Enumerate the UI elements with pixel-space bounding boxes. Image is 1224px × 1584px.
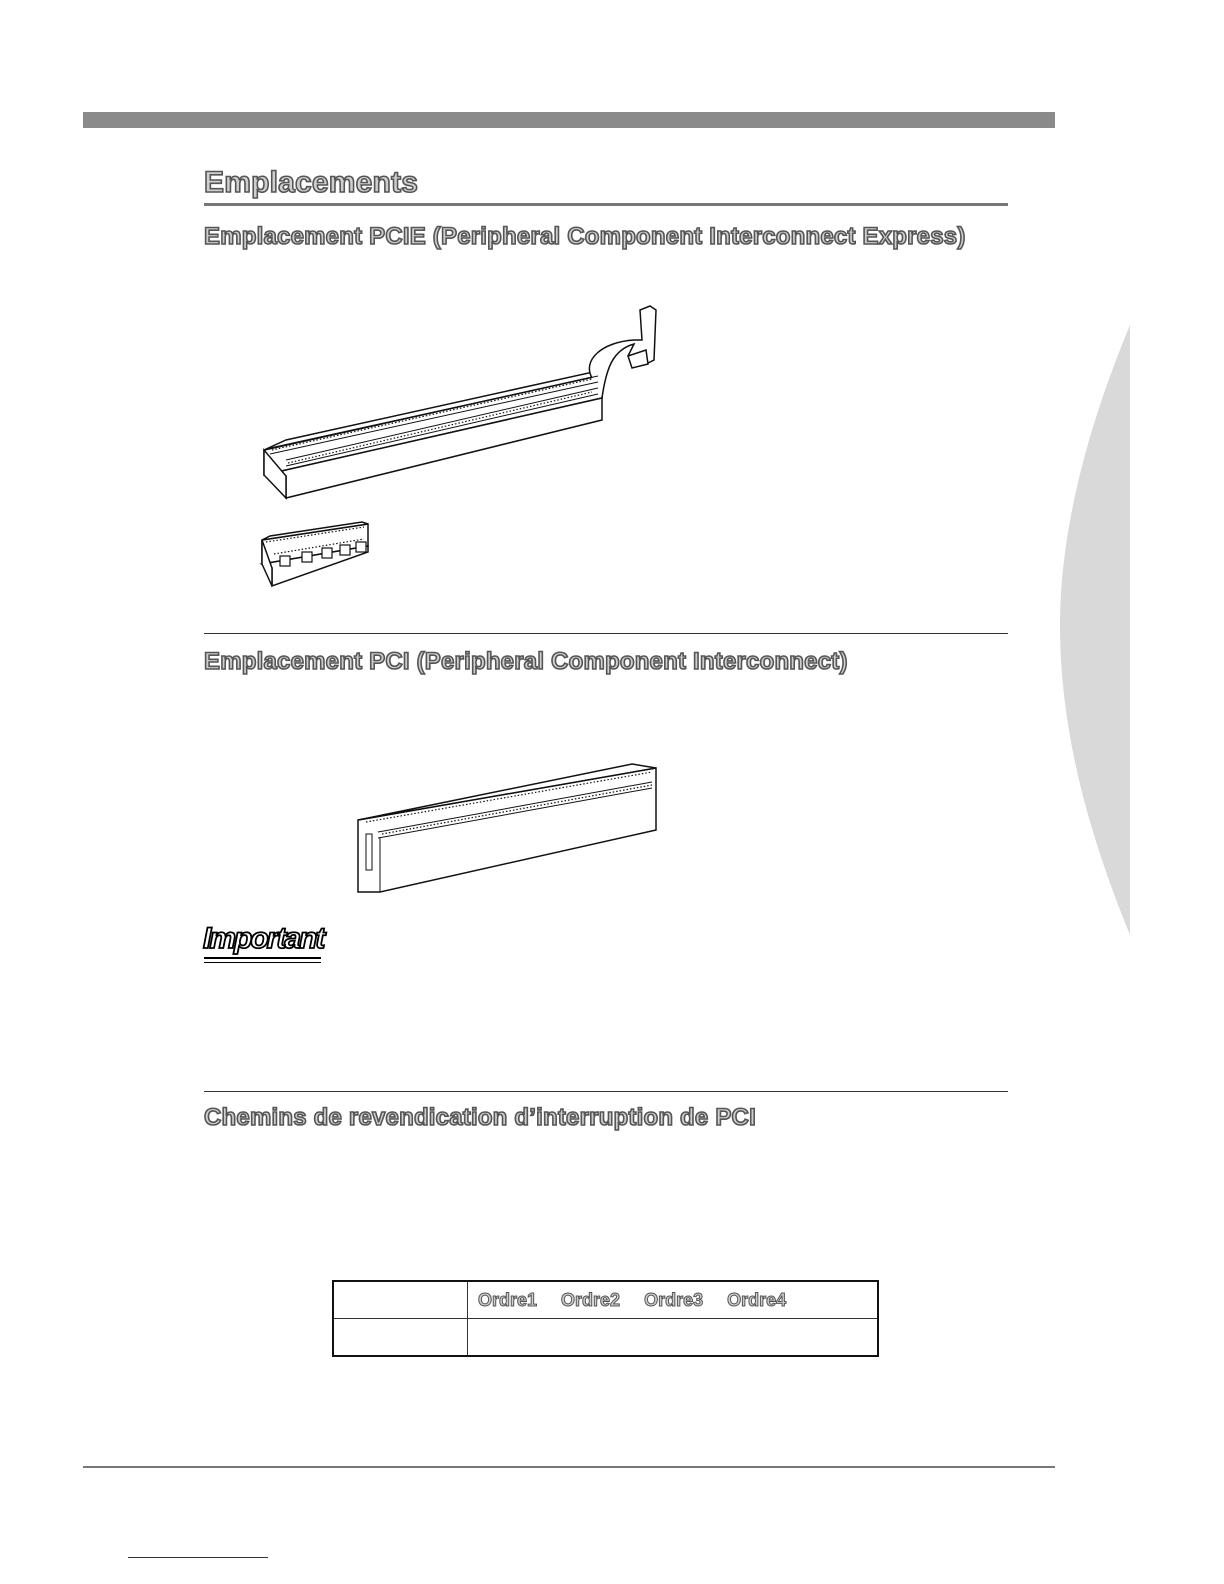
divider-2: [204, 1091, 1008, 1092]
pci-slot-drawing: [356, 760, 660, 895]
footer-line: [128, 1557, 268, 1558]
pcie-x1-slot-drawing: [258, 518, 376, 590]
table-row: [333, 1319, 878, 1357]
divider: [204, 633, 1008, 634]
pcie-heading: Emplacement PCIE (Peripheral Component Interconnect Express): [204, 223, 966, 250]
table-cell: [333, 1319, 468, 1357]
section-title: Emplacements: [204, 166, 419, 199]
table-cell: [333, 1281, 468, 1319]
footer-rule: [83, 1466, 1055, 1468]
pci-heading: Emplacement PCI (Peripheral Component Interconnect): [204, 648, 848, 675]
column-header-ordre3: Ordre3: [644, 1289, 704, 1310]
column-header-ordre4: Ordre4: [727, 1289, 787, 1310]
header-bar: [83, 112, 1055, 128]
irq-table: [332, 1280, 879, 1357]
important-underline-2: [204, 962, 321, 963]
pcie-x16-slot-drawing: [262, 300, 662, 502]
irq-heading: Chemins de revendication d’interruption de PCI: [204, 1104, 756, 1131]
side-tab: [1060, 325, 1130, 935]
table-cell: [468, 1319, 879, 1357]
important-underline: [204, 957, 321, 959]
column-header-ordre1: Ordre1: [478, 1289, 538, 1310]
title-rule: [204, 203, 1008, 206]
important-label: Important: [203, 922, 324, 955]
table-cell: [468, 1281, 879, 1319]
column-header-ordre2: Ordre2: [561, 1289, 621, 1310]
table-row: [333, 1281, 878, 1319]
